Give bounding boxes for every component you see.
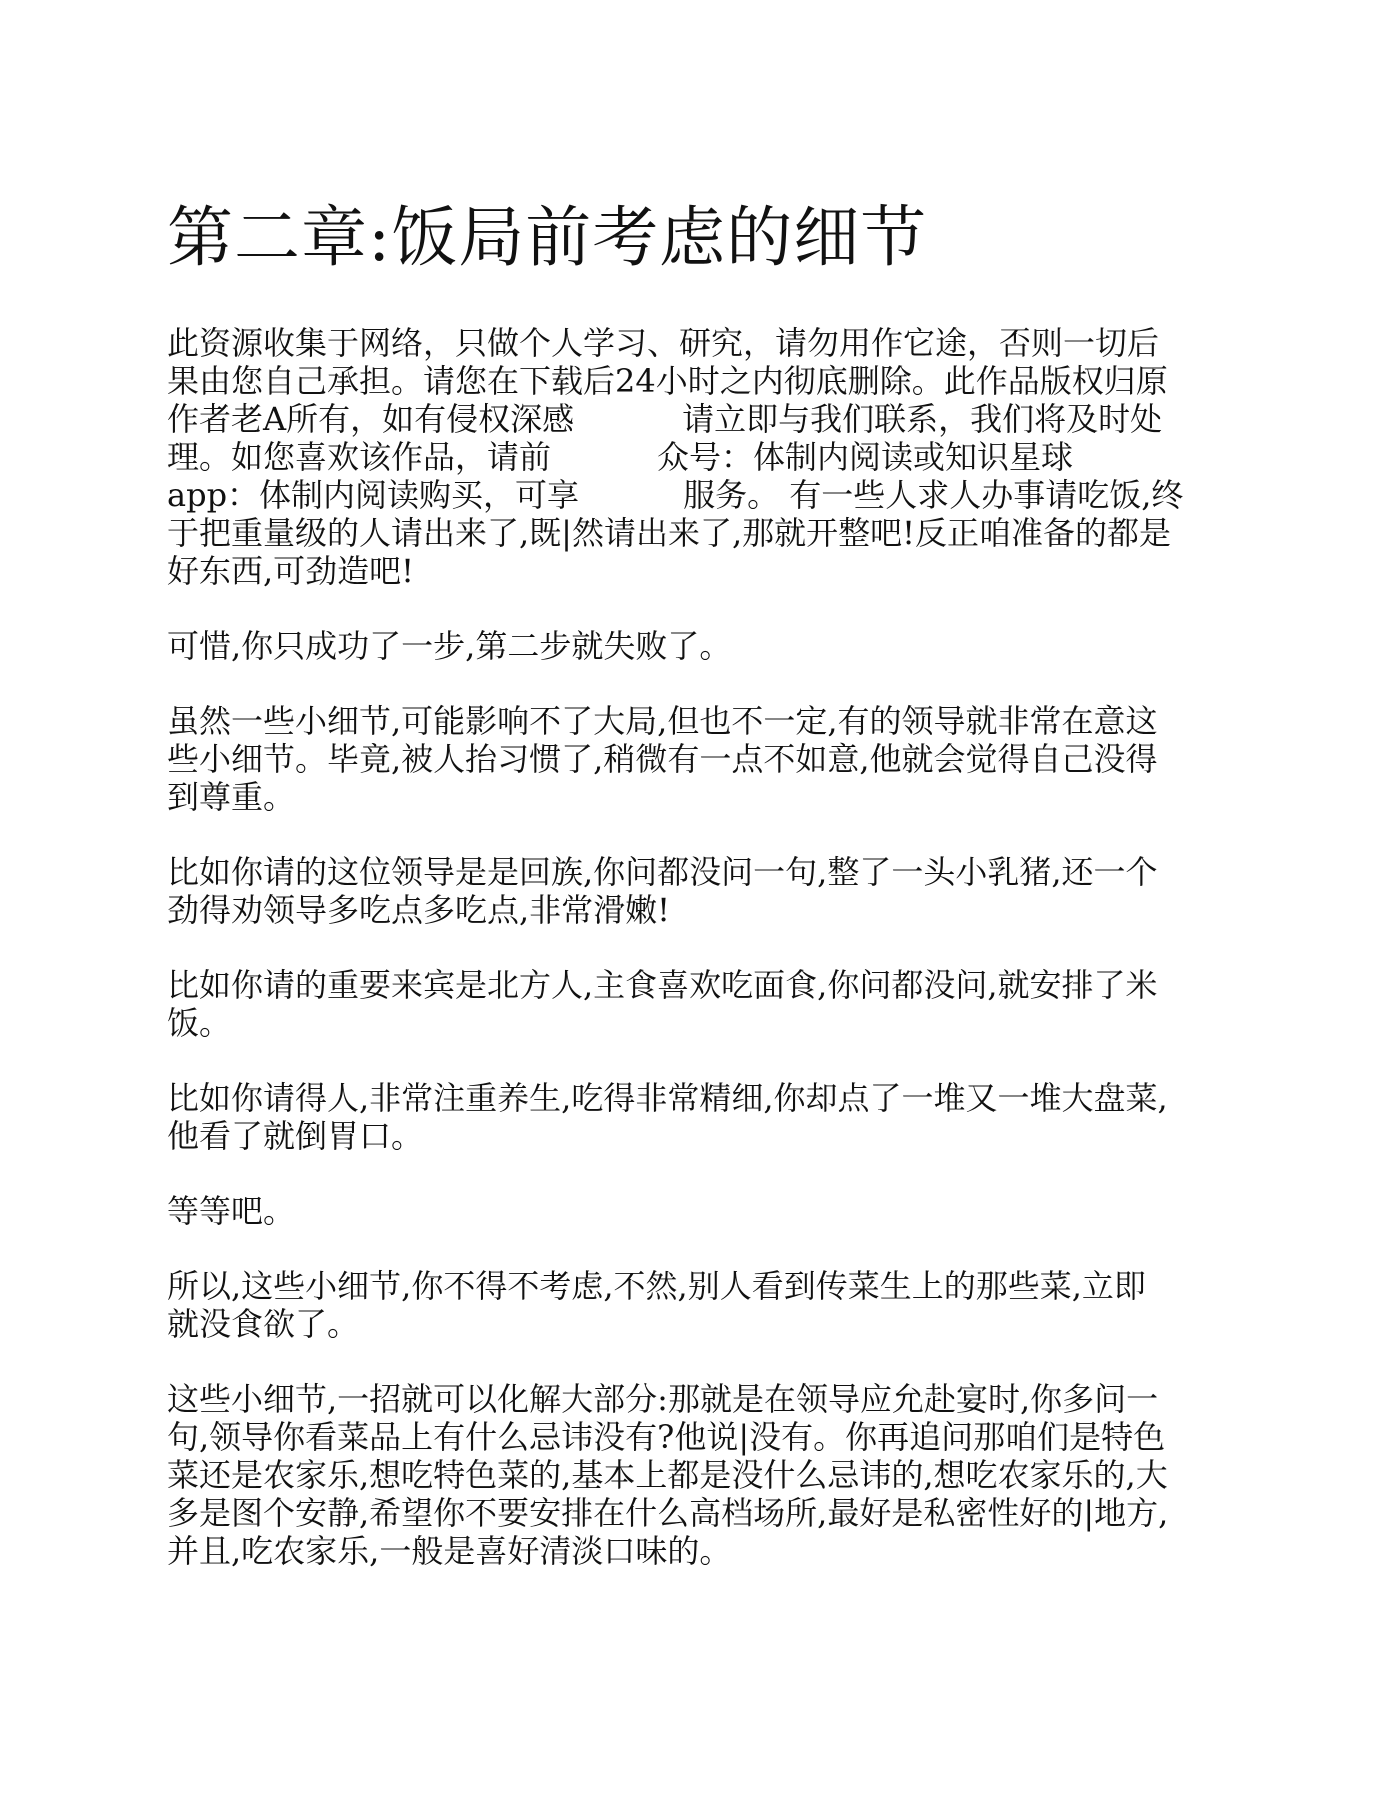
- text-line: 理。如您喜欢该作品，请前 众号：体制内阅读或知识星球: [167, 438, 1074, 476]
- text-line: 并且,吃农家乐,一般是喜好清淡口味的。: [167, 1532, 732, 1570]
- text-line: 他看了就倒胃口。: [167, 1117, 424, 1155]
- text-line: 些小细节。毕竟,被人抬习惯了,稍微有一点不如意,他就会觉得自己没得: [167, 740, 1158, 778]
- body-paragraph: [167, 702, 1227, 816]
- text-line: 多是图个安静,希望你不要安排在什么高档场所,最好是私密性好的|地方,: [167, 1494, 1169, 1532]
- body-paragraph: [167, 1192, 1227, 1230]
- text-line: 就没食欲了。: [167, 1305, 360, 1343]
- text-line: 饭。: [167, 1004, 232, 1042]
- text-line: 等等吧。: [167, 1192, 296, 1230]
- text-line: 果由您自己承担。请您在下载后24小时之内彻底删除。此作品版权归原: [167, 362, 1168, 400]
- text-line: app：体制内阅读购买，可享 服务。 有一些人求人办事请吃饭,终: [167, 476, 1184, 514]
- text-line: 比如你请的这位领导是是回族,你问都没问一句,整了一头小乳猪,还一个: [167, 853, 1158, 891]
- chapter-title: 第二章:饭局前考虑的细节: [167, 199, 928, 276]
- text-line: 这些小细节,一招就可以化解大部分:那就是在领导应允赴宴时,你多问一: [167, 1380, 1159, 1418]
- disclaimer-paragraph: [167, 324, 1227, 590]
- text-line: 虽然一些小细节,可能影响不了大局,但也不一定,有的领导就非常在意这: [167, 702, 1158, 740]
- text-line: 劲得劝领导多吃点多吃点,非常滑嫩!: [167, 891, 671, 929]
- body-paragraph: [167, 627, 1227, 665]
- body-paragraph: [167, 1267, 1227, 1343]
- text-line: 于把重量级的人请出来了,既|然请出来了,那就开整吧!反正咱准备的都是: [167, 514, 1171, 552]
- body-paragraph: [167, 1079, 1227, 1155]
- body-paragraph: [167, 966, 1227, 1042]
- text-line: 菜还是农家乐,想吃特色菜的,基本上都是没什么忌讳的,想吃农家乐的,大: [167, 1456, 1168, 1494]
- text-line: 此资源收集于网络，只做个人学习、研究，请勿用作它途，否则一切后: [167, 324, 1160, 362]
- text-line: 比如你请得人,非常注重养生,吃得非常精细,你却点了一堆又一堆大盘菜,: [167, 1079, 1168, 1117]
- text-line: 到尊重。: [167, 778, 296, 816]
- text-line: 好东西,可劲造吧!: [167, 552, 415, 590]
- text-line: 比如你请的重要来宾是北方人,主食喜欢吃面食,你问都没问,就安排了米: [167, 966, 1158, 1004]
- body-text: [167, 627, 1227, 1570]
- text-line: 可惜,你只成功了一步,第二步就失败了。: [167, 627, 732, 665]
- document-page: [167, 190, 1227, 1607]
- body-paragraph: [167, 1380, 1227, 1570]
- text-line: 作者老A所有，如有侵权深感 请立即与我们联系，我们将及时处: [167, 400, 1163, 438]
- body-paragraph: [167, 853, 1227, 929]
- text-line: 所以,这些小细节,你不得不考虑,不然,别人看到传菜生上的那些菜,立即: [167, 1267, 1146, 1305]
- text-line: 句,领导你看菜品上有什么忌讳没有?他说|没有。你再追问那咱们是特色: [167, 1418, 1166, 1456]
